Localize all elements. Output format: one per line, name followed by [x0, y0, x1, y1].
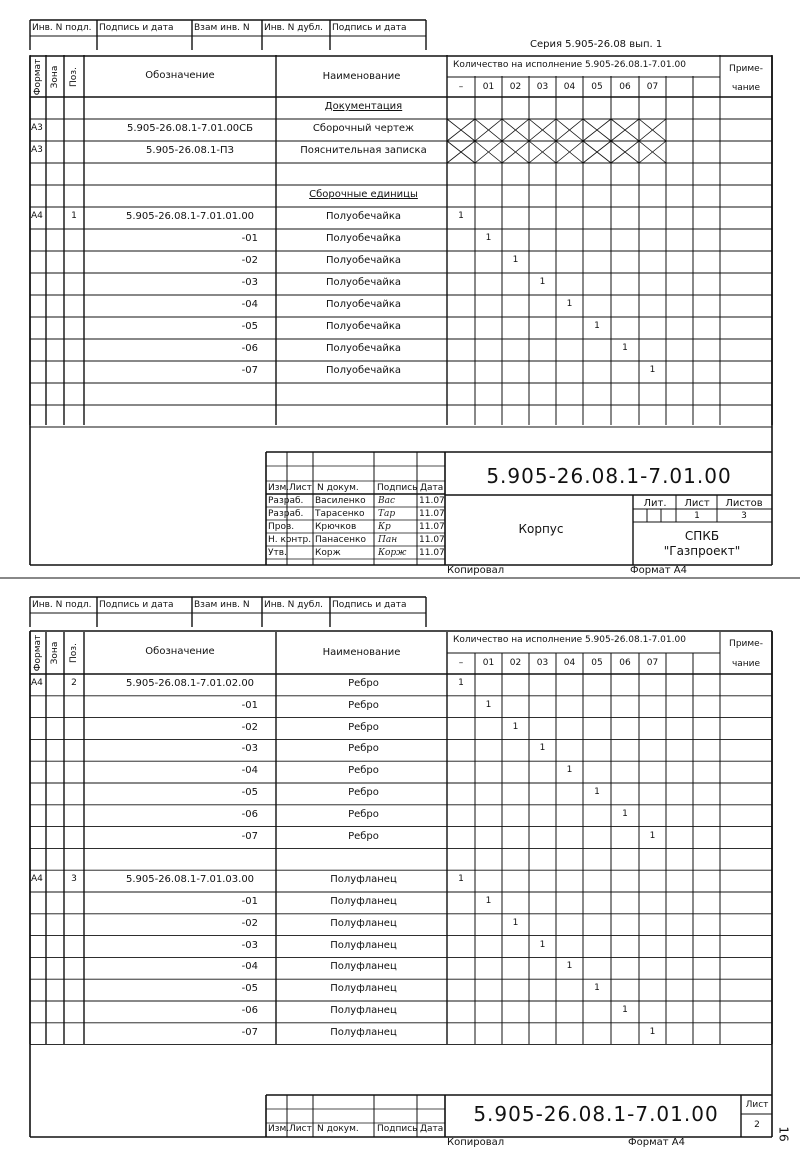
title-col-header: Подпись [377, 483, 418, 493]
row-designation: -04 [241, 299, 258, 310]
signature: Корж [378, 548, 407, 558]
row-name: Полуфланец [330, 1026, 397, 1038]
row-quantity: 1 [566, 299, 573, 309]
row-format: А4 [31, 211, 43, 221]
header-zone: Зона [50, 641, 60, 664]
row-quantity: 1 [594, 983, 600, 994]
row-designation: 5.905-26.08.1-ПЗ [146, 145, 234, 156]
row-name: Полуобечайка [325, 277, 402, 288]
row-format: А4 [31, 874, 43, 885]
header-format: Формат [33, 634, 43, 671]
row-designation: -04 [241, 961, 258, 973]
row-quantity: 1 [539, 277, 546, 287]
row-designation: -04 [241, 765, 258, 777]
document-number: 5.905-26.08.1-7.01.00 [473, 1102, 719, 1126]
header-variant-7: 07 [646, 658, 659, 668]
sheets-value: 3 [741, 511, 747, 521]
title-col-header: Изм. [268, 483, 290, 493]
row-name: Ребро [348, 765, 379, 777]
row-designation: -01 [241, 895, 258, 907]
row-name: Полуобечайка [325, 255, 402, 266]
row-quantity: 1 [512, 721, 519, 732]
header-variant-4: 04 [563, 658, 576, 668]
row-quantity: 1 [512, 917, 519, 928]
signature: Пан [378, 535, 398, 545]
row-format: А3 [31, 123, 43, 133]
title-col-header: Подпись [377, 1124, 418, 1134]
row-designation: -05 [241, 321, 258, 332]
stamp-signature-date-2: Подпись и дата [332, 600, 407, 610]
row-name: Документация [324, 101, 403, 112]
row-quantity: 1 [458, 677, 464, 688]
row-name: Полуобечайка [325, 343, 402, 354]
row-designation: -05 [241, 983, 258, 995]
row-name: Ребро [348, 808, 379, 820]
organization-2: "Газпроект" [663, 544, 741, 558]
header-quantity: Количество на исполнение 5.905-26.08.1-7.01.00 [453, 635, 686, 645]
row-name: Ребро [348, 786, 379, 798]
header-variant-0: – [458, 82, 464, 92]
title-col-header: Дата [420, 1124, 444, 1134]
row-designation: 5.905-26.08.1-7.01.02.00 [125, 677, 255, 689]
row-position: 1 [71, 211, 77, 221]
title-person: Василенко [315, 496, 366, 506]
header-variant-6: 06 [619, 658, 631, 668]
row-name: Полуфланец [330, 874, 397, 886]
stamp-inv-duplicate: Инв. N дубл. [264, 23, 323, 33]
stamp-replace-inv: Взам инв. N [194, 23, 250, 33]
copied-label: Копировал [447, 1137, 505, 1148]
row-name: Полуобечайка [325, 211, 402, 222]
header-zone: Зона [50, 65, 60, 88]
title-role: Разраб. [268, 496, 304, 506]
title-date: 11.07 [419, 548, 445, 558]
row-quantity: 1 [539, 939, 546, 950]
row-designation: -03 [241, 277, 258, 288]
title-person: Корж [315, 548, 341, 558]
signature: Вас [378, 496, 396, 506]
header-format: Формат [33, 58, 43, 95]
format-label: Формат А4 [630, 565, 687, 576]
title-person: Крючков [315, 522, 357, 532]
row-name: Полуфланец [330, 1004, 397, 1016]
stamp-inv-original: Инв. N подл. [32, 600, 92, 610]
stamp-signature-date: Подпись и дата [99, 600, 174, 610]
lit-label: Лит. [643, 498, 667, 509]
row-name: Сборочные единицы [309, 189, 418, 200]
title-date: 11.07 [419, 535, 445, 545]
row-quantity: 1 [566, 765, 573, 776]
row-name: Полуобечайка [325, 365, 402, 376]
header-name: Наименование [322, 646, 401, 658]
row-name: Ребро [348, 743, 379, 755]
row-name: Ребро [348, 677, 379, 689]
row-designation: 5.905-26.08.1-7.01.01.00 [125, 211, 255, 222]
copied-label: Копировал [447, 565, 505, 576]
row-format: А4 [31, 677, 43, 688]
title-role: Н. контр. [268, 535, 312, 545]
stamp-inv-original: Инв. N подл. [32, 23, 92, 33]
header-variant-2: 02 [509, 658, 522, 668]
stamp-signature-date: Подпись и дата [99, 23, 174, 33]
title-col-header: Лист [289, 483, 312, 493]
row-designation: -02 [241, 255, 258, 266]
header-note-2: чание [731, 83, 761, 93]
header-variant-5: 05 [591, 658, 603, 668]
row-quantity: 1 [485, 895, 492, 906]
row-name: Ребро [348, 830, 379, 842]
title-role: Пров. [268, 522, 295, 532]
row-designation: -07 [241, 365, 258, 376]
title-date: 11.07 [419, 496, 445, 506]
row-name: Полуобечайка [325, 233, 402, 244]
row-quantity: 1 [622, 808, 628, 819]
row-name: Ребро [348, 699, 379, 711]
document-number: 5.905-26.08.1-7.01.00 [486, 464, 732, 488]
header-designation: Обозначение [145, 69, 215, 81]
row-quantity: 1 [485, 233, 492, 243]
row-name: Полуобечайка [325, 299, 402, 310]
row-quantity: 1 [649, 1026, 656, 1037]
row-position: 3 [71, 874, 77, 885]
row-name: Ребро [348, 721, 379, 733]
sheet-label: Лист [684, 498, 710, 509]
row-designation: -07 [241, 830, 258, 842]
stamp-replace-inv: Взам инв. N [194, 600, 250, 610]
row-designation: -03 [241, 743, 258, 755]
title-col-header: N докум. [317, 483, 359, 493]
page-margin-number: 16 [776, 1126, 791, 1142]
row-designation: -06 [241, 343, 258, 354]
row-designation: -07 [241, 1026, 258, 1038]
title-role: Разраб. [268, 509, 304, 519]
row-designation: 5.905-26.08.1-7.01.00СБ [126, 123, 254, 134]
row-quantity: 1 [485, 699, 492, 710]
row-quantity: 1 [649, 365, 656, 375]
row-name: Полуфланец [330, 917, 397, 929]
row-designation: -06 [241, 1004, 258, 1016]
header-variant-2: 02 [509, 82, 522, 92]
row-designation: -01 [241, 233, 258, 244]
row-designation: -02 [241, 721, 258, 733]
row-name: Полуфланец [330, 895, 397, 907]
title-role: Утв. [268, 548, 287, 558]
header-designation: Обозначение [145, 645, 215, 657]
row-quantity: 1 [622, 1004, 628, 1015]
row-quantity: 1 [649, 830, 656, 841]
row-quantity: 1 [566, 961, 573, 972]
header-name: Наименование [322, 70, 401, 82]
row-designation: -06 [241, 808, 258, 820]
row-quantity: 1 [594, 321, 600, 331]
header-variant-5: 05 [591, 82, 603, 92]
sheets-label: Листов [725, 498, 763, 509]
row-name: Полуфланец [330, 939, 397, 951]
row-quantity: 1 [539, 743, 546, 754]
header-variant-1: 01 [482, 82, 495, 92]
row-quantity: 1 [458, 874, 464, 885]
row-quantity: 1 [512, 255, 519, 265]
row-designation: -02 [241, 917, 258, 929]
stamp-signature-date-2: Подпись и дата [332, 23, 407, 33]
title-person: Тарасенко [315, 509, 365, 519]
row-quantity: 1 [622, 343, 628, 353]
header-variant-7: 07 [646, 82, 659, 92]
title-col-header: N докум. [317, 1124, 359, 1134]
header-note: Приме- [729, 639, 763, 649]
header-variant-0: – [458, 658, 464, 668]
stamp-inv-duplicate: Инв. N дубл. [264, 600, 323, 610]
title-col-header: Дата [420, 483, 444, 493]
title-date: 11.07 [419, 522, 445, 532]
header-variant-4: 04 [563, 82, 576, 92]
product-name: Корпус [518, 522, 564, 536]
row-name: Сборочный чертеж [312, 123, 415, 134]
header-variant-3: 03 [536, 658, 549, 668]
header-position: Поз. [69, 642, 79, 663]
row-quantity: 1 [458, 211, 464, 221]
title-col-header: Изм. [268, 1124, 290, 1134]
row-position: 2 [71, 677, 77, 688]
signature: Кр [378, 522, 391, 532]
signature: Тар [378, 509, 396, 519]
sheet-value: 2 [754, 1120, 760, 1130]
row-designation: 5.905-26.08.1-7.01.03.00 [125, 874, 255, 886]
row-name: Пояснительная записка [300, 145, 427, 156]
sheet-label: Лист [745, 1100, 769, 1110]
header-variant-3: 03 [536, 82, 549, 92]
sheet-value: 1 [694, 511, 700, 521]
format-label: Формат А4 [628, 1137, 685, 1148]
header-variant-6: 06 [619, 82, 631, 92]
title-date: 11.07 [419, 509, 445, 519]
row-designation: -03 [241, 939, 258, 951]
row-name: Полуфланец [330, 961, 397, 973]
row-format: А3 [31, 145, 43, 155]
row-name: Полуобечайка [325, 321, 402, 332]
row-name: Полуфланец [330, 983, 397, 995]
title-col-header: Лист [289, 1124, 312, 1134]
header-note: Приме- [729, 64, 763, 74]
series-label: Серия 5.905-26.08 вып. 1 [530, 39, 663, 50]
row-quantity: 1 [594, 786, 600, 797]
header-position: Поз. [69, 66, 79, 87]
row-designation: -01 [241, 699, 258, 711]
title-person: Панасенко [315, 535, 366, 545]
organization: СПКБ [684, 529, 720, 543]
row-designation: -05 [241, 786, 258, 798]
header-quantity: Количество на исполнение 5.905-26.08.1-7.01.00 [453, 60, 686, 70]
header-note-2: чание [731, 659, 761, 669]
header-variant-1: 01 [482, 658, 495, 668]
